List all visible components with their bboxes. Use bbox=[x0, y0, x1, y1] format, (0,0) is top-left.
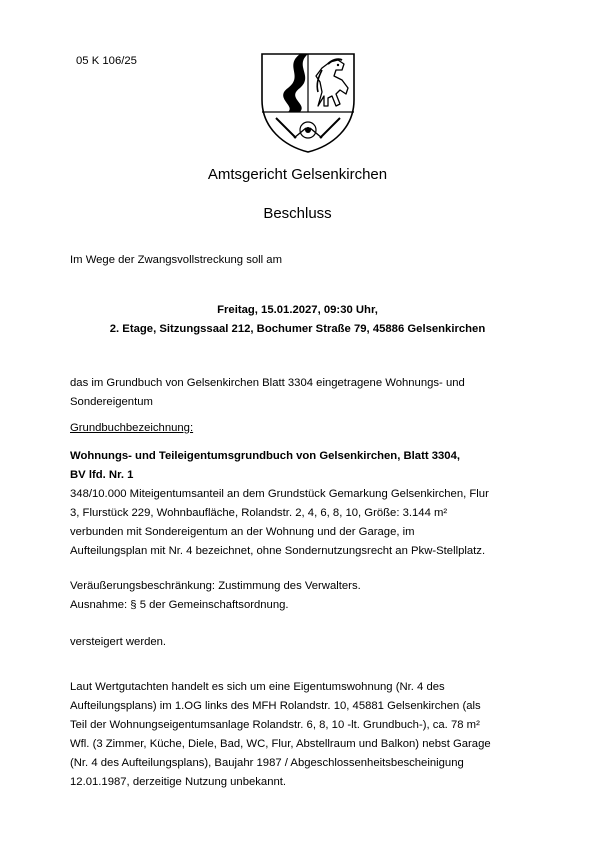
appraisal-line: Wfl. (3 Zimmer, Küche, Diele, Bad, WC, Flur, Abstellraum und Balkon) nebst Garage bbox=[70, 738, 491, 750]
appraisal-line: Laut Wertgutachten handelt es sich um eine Eigentumswohnung (Nr. 4 des bbox=[70, 681, 445, 693]
court-name: Amtsgericht Gelsenkirchen bbox=[207, 166, 388, 183]
hearing-date-time: Freitag, 15.01.2027, 09:30 Uhr, bbox=[217, 304, 378, 316]
intro-text: Im Wege der Zwangsvollstreckung soll am bbox=[70, 254, 283, 266]
grundbuch-designation bbox=[70, 447, 460, 485]
share-line: verbunden mit Sondereigentum an der Wohnung und der Garage, im bbox=[70, 526, 415, 538]
case-number: 05 K 106/25 bbox=[76, 55, 137, 67]
restriction-line: Veräußerungsbeschränkung: Zustimmung des Verwalters. bbox=[70, 580, 361, 592]
auction-statement: versteigert werden. bbox=[70, 636, 167, 648]
object-line: Sondereigentum bbox=[70, 396, 153, 408]
appraisal-line: Aufteilungsplans) im 1.OG links des MFH Rolandstr. 10, 45881 Gelsenkirchen (als bbox=[70, 700, 481, 712]
grundbuch-line: BV lfd. Nr. 1 bbox=[70, 469, 134, 481]
object-description bbox=[70, 374, 465, 412]
share-line: 348/10.000 Miteigentumsanteil an dem Grundstück Gemarkung Gelsenkirchen, Flur bbox=[70, 488, 489, 500]
share-line: 3, Flurstück 229, Wohnbaufläche, Rolandstr. 2, 4, 6, 8, 10, Größe: 3.144 m² bbox=[70, 507, 448, 519]
appraisal-line: 12.01.1987, derzeitige Nutzung unbekannt. bbox=[70, 776, 287, 788]
appraisal-line: (Nr. 4 des Aufteilungsplans), Baujahr 1987 / Abgeschlossenheitsbescheinigung bbox=[70, 757, 464, 769]
section-heading-grundbuch: Grundbuchbezeichnung: bbox=[70, 422, 194, 434]
coat-of-arms-seal bbox=[258, 48, 358, 156]
appraisal-line: Teil der Wohnungseigentumsanlage Rolandstr. 6, 8, 10 -lt. Grundbuch-), ca. 78 m² bbox=[70, 719, 480, 731]
restrictions bbox=[70, 577, 361, 615]
document-title: Beschluss bbox=[263, 205, 332, 222]
share-description bbox=[70, 485, 489, 561]
appraisal-description bbox=[70, 678, 491, 792]
grundbuch-line: Wohnungs- und Teileigentumsgrundbuch von Gelsenkirchen, Blatt 3304, bbox=[70, 450, 460, 462]
share-line: Aufteilungsplan mit Nr. 4 bezeichnet, ohne Sondernutzungsrecht an Pkw-Stellplatz. bbox=[70, 545, 486, 557]
hearing-location: 2. Etage, Sitzungssaal 212, Bochumer Straße 79, 45886 Gelsenkirchen bbox=[109, 323, 486, 335]
object-line: das im Grundbuch von Gelsenkirchen Blatt 3304 eingetragene Wohnungs- und bbox=[70, 377, 465, 389]
restriction-line: Ausnahme: § 5 der Gemeinschaftsordnung. bbox=[70, 599, 289, 611]
